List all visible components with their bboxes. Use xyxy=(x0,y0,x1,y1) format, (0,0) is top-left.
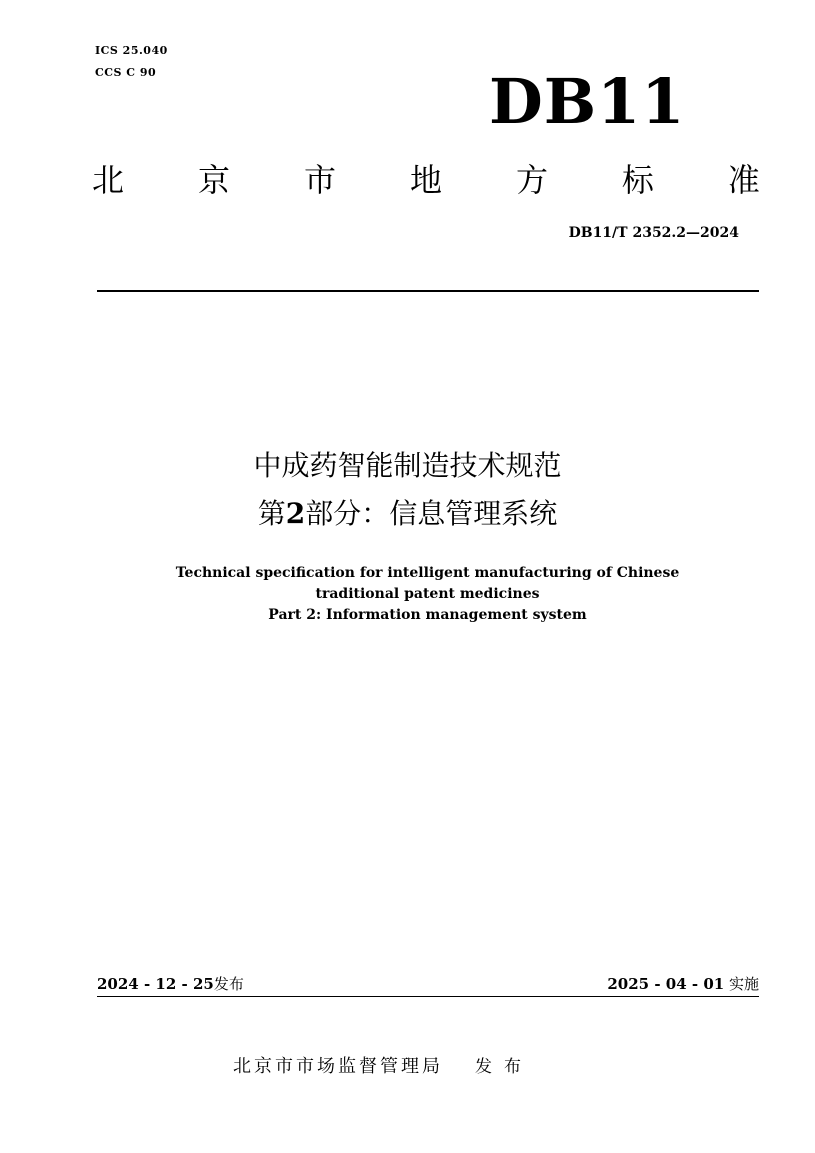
footer-divider xyxy=(97,996,759,997)
issuer-name: 北京市市场监督管理局 xyxy=(233,1056,443,1077)
db-logo: DB11 xyxy=(489,65,686,138)
part-number: 2 xyxy=(285,497,306,530)
standard-type-heading xyxy=(92,158,760,202)
header-divider xyxy=(97,290,759,292)
english-title-line1: Technical specification for intelligent manufacturing of Chinese xyxy=(175,565,680,581)
implement-label: 实施 xyxy=(728,975,759,993)
chinese-title-line1: 中成药智能制造技术规范 xyxy=(253,449,562,482)
publish-date-value: 2024 - 12 - 25 xyxy=(97,975,214,993)
standard-type-char: 标 xyxy=(621,161,654,199)
chinese-title-line2 xyxy=(0,490,815,538)
standard-number: DB11/T 2352.2—2024 xyxy=(568,225,739,241)
standard-type-char: 北 xyxy=(92,161,125,199)
standard-type-char: 市 xyxy=(303,161,336,199)
part-suffix: 部分：信息管理系统 xyxy=(305,497,558,530)
standard-type-char: 准 xyxy=(727,161,760,199)
english-title xyxy=(0,563,815,626)
classification-codes xyxy=(95,40,168,84)
publish-label: 发布 xyxy=(213,975,244,993)
standard-type-char: 方 xyxy=(515,161,548,199)
english-title-line2: traditional patent medicines xyxy=(315,586,540,602)
issuing-authority xyxy=(233,1054,533,1080)
chinese-title xyxy=(0,442,815,538)
ccs-code: CCS C 90 xyxy=(95,66,157,79)
implement-date-value: 2025 - 04 - 01 xyxy=(607,975,725,993)
publish-date xyxy=(97,972,244,996)
issuer-label: 发布 xyxy=(475,1057,533,1077)
english-title-line3: Part 2: Information management system xyxy=(268,607,587,623)
part-prefix: 第 xyxy=(257,497,286,530)
standard-type-char: 京 xyxy=(197,161,230,199)
ics-code: ICS 25.040 xyxy=(95,44,168,57)
standard-type-char: 地 xyxy=(409,161,442,199)
implement-date xyxy=(607,972,759,996)
